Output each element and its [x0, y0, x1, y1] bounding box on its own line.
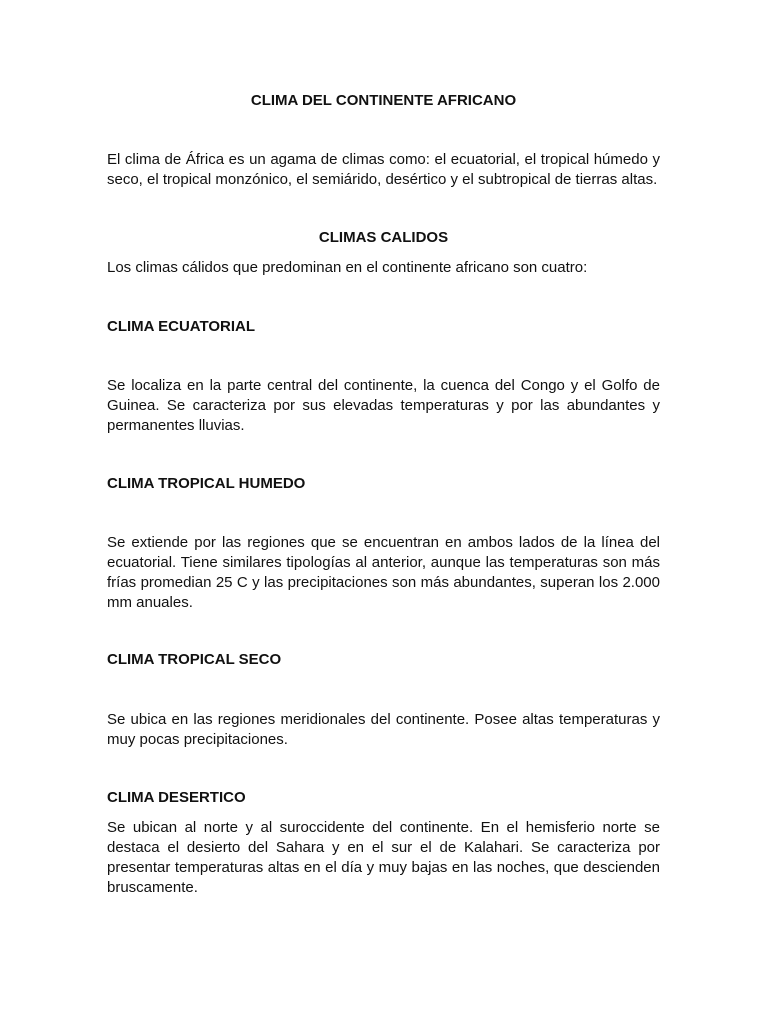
section-heading-tropical-humedo: CLIMA TROPICAL HUMEDO — [107, 475, 306, 492]
document-page — [107, 0, 660, 1024]
section-paragraph-desertico: Se ubican al norte y al suroccidente del continente. En el hemisferio norte se destaca el desierto del Sahara y en el sur el de Kalahari. Se caracteriza por presentar temperaturas altas en el día y muy bajas en las noches, que descienden bruscamente. — [107, 819, 660, 896]
warm-climates-paragraph: Los climas cálidos que predominan en el continente africano son cuatro: — [107, 259, 588, 276]
section-paragraph-tropical-seco: Se ubica en las regiones meridionales del continente. Posee altas temperaturas y muy pocas precipitaciones. — [107, 711, 660, 748]
intro-paragraph: El clima de África es un agama de climas como: el ecuatorial, el tropical húmedo y seco, el tropical monzónico, el semiárido, desértico y el subtropical de tierras altas. — [107, 151, 660, 188]
section-paragraph-ecuatorial: Se localiza en la parte central del continente, la cuenca del Congo y el Golfo de Guinea. Se caracteriza por sus elevadas temperaturas y por las abundantes y permanentes lluvias. — [107, 377, 660, 434]
page-title: CLIMA DEL CONTINENTE AFRICANO — [250, 92, 517, 109]
warm-climates-heading: CLIMAS CALIDOS — [318, 229, 449, 246]
section-paragraph-tropical-humedo: Se extiende por las regiones que se encuentran en ambos lados de la línea del ecuatorial. Tiene similares tipologías al anterior, aunque las temperaturas son más frías promedian 25 C y las precipitaciones son más abundantes, superan los 2.000 mm anuales. — [107, 534, 660, 611]
section-heading-ecuatorial: CLIMA ECUATORIAL — [107, 318, 256, 335]
section-heading-desertico: CLIMA DESERTICO — [107, 789, 246, 806]
section-heading-tropical-seco: CLIMA TROPICAL SECO — [107, 651, 282, 668]
